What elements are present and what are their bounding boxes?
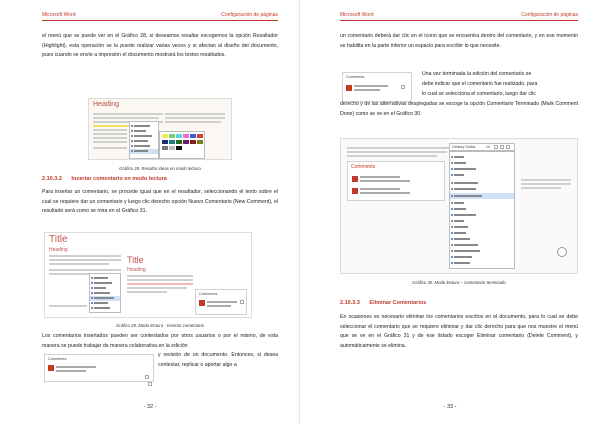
section-heading (42, 176, 167, 182)
mini-toolbar (449, 143, 515, 151)
figure-caption: Gráfico 28. Resaltar ideas en modo lectura (119, 166, 201, 171)
header-left: Microsoft Word (42, 12, 76, 18)
color-swatch[interactable] (162, 146, 168, 150)
user-avatar (48, 365, 54, 371)
reply-icon[interactable] (240, 300, 244, 304)
figure-28-screenshot (88, 98, 232, 160)
figure-title: Title (127, 255, 144, 265)
figure-heading: Heading (93, 101, 120, 108)
highlight-color-palette (159, 131, 205, 159)
color-swatch[interactable] (183, 134, 189, 138)
comments-label: Comments (351, 164, 376, 170)
color-swatch[interactable] (176, 140, 182, 144)
color-swatch[interactable] (197, 140, 203, 144)
header-right: Configuración de páginas (521, 12, 578, 18)
reply-icon[interactable] (145, 375, 149, 379)
comments-label: Comments (48, 357, 67, 361)
header-rule (340, 20, 578, 21)
header-rule (42, 20, 278, 21)
header-right: Configuración de páginas (221, 12, 278, 18)
paragraph: derecho y de las alternativas desplegadas se escoge la opción Comentario Terminado (Mark Comment Done) como se ve en el Gráfico 30. (340, 101, 578, 117)
figure-heading: Heading (49, 247, 68, 253)
figure-caption: Gráfico 30. Modo lectura – comentario terminado (412, 280, 506, 285)
section-number: 2.10.3.2 (42, 176, 62, 182)
section-title: Eliminar Comentarios (369, 300, 427, 306)
figure-title: Title (49, 234, 68, 245)
color-swatch[interactable] (197, 134, 203, 138)
paragraph: En ocasiones es necesario eliminar los comentarios escritos en el documento, para lo cual se debe seleccionar el comentario que se requiere eliminar y dar clic derecho para que nos muestre el menú que se ve en el Gráfico 31 y de ese listado escoger Eliminar comentario (Delete Comment), y automáticamente se elimina. (340, 314, 578, 349)
paragraph: Los comentarios insertados pueden ser contestados por otros usuarios o por el mismo, de esta manera se puede trabajar de manera colaborativa en la edición (42, 333, 278, 349)
font-size-box[interactable]: 10 (486, 145, 490, 149)
paragraph: lo cual se selecciona el comentario, luego dar clic (422, 91, 536, 97)
page-33 (300, 0, 600, 424)
comment-pane (347, 161, 445, 201)
paragraph: Para insertar un comentario, se procede igual que en el resaltador, seleccionando el texto sobre el cual se requiere dar un comentario y luego clic derecho opción Nuevo Comentario (New Comment), el resultado será como se mira en el Gráfico 31. (42, 189, 278, 215)
color-swatch[interactable] (183, 140, 189, 144)
running-header (42, 12, 278, 20)
section-number: 2.10.3.3 (340, 300, 360, 306)
bold-icon[interactable] (494, 145, 498, 149)
paragraph: un comentario deberá dar clic en el ícono que se encuentra dentro del comentario, y en ese momento se habilita en la parte inferior un espacio para escribir lo que necesite. (340, 33, 578, 49)
comments-label: Comments (199, 292, 218, 296)
color-swatch[interactable] (176, 134, 182, 138)
page-number: - 33 - (443, 404, 457, 410)
user-avatar (346, 85, 352, 91)
comment-reply-screenshot (44, 354, 154, 382)
context-menu (449, 151, 515, 269)
figure-heading: Heading (127, 267, 146, 273)
paragraph: y revisión de un documento. Entonces, si desea contestar, replicar o aportar algo a (158, 352, 278, 368)
color-swatch[interactable] (169, 146, 175, 150)
figure-caption: Gráfico 29. Modo lectura - Insertar comentario (116, 323, 204, 328)
reply-icon[interactable] (401, 85, 405, 89)
paragraph: el menú que se puede ver en el Gráfico 28, si deseamos resaltar escogemos la opción Resaltador (Highlight), esta operación se la puede realizar varias veces y si afectan al diseño del documento, pues cuando se envíe a impresión el documento mostrará los textos resaltados. (42, 33, 278, 59)
color-swatch[interactable] (169, 134, 175, 138)
paragraph: debe indicar que el comentario fue realizado, para (422, 81, 538, 87)
context-menu (129, 121, 159, 159)
paragraph: Una vez terminada la edición del comentario se (422, 71, 532, 77)
comment-screenshot (342, 72, 412, 102)
color-swatch[interactable] (162, 134, 168, 138)
comment-pane (195, 289, 247, 315)
color-swatch[interactable] (169, 140, 175, 144)
color-swatch[interactable] (176, 146, 182, 150)
underline-icon[interactable] (506, 145, 510, 149)
context-menu (89, 273, 121, 313)
color-swatch[interactable] (190, 140, 196, 144)
figure-29-screenshot (44, 232, 252, 318)
next-page-icon[interactable] (557, 247, 567, 257)
color-swatch[interactable] (190, 134, 196, 138)
figure-30-screenshot (340, 138, 578, 274)
running-header (340, 12, 578, 20)
reply-icon[interactable] (148, 382, 152, 386)
page-number: - 32 - (143, 404, 157, 410)
section-heading (340, 300, 426, 306)
section-title: Insertar comentario en modo lectura (71, 176, 167, 182)
italic-icon[interactable] (500, 145, 504, 149)
user-avatar (199, 300, 205, 306)
user-avatar (352, 188, 358, 194)
font-name-box[interactable]: Century Gothic (452, 145, 476, 149)
header-left: Microsoft Word (340, 12, 374, 18)
color-swatch[interactable] (162, 140, 168, 144)
user-avatar (352, 176, 358, 182)
comments-label: Comments (346, 75, 365, 79)
